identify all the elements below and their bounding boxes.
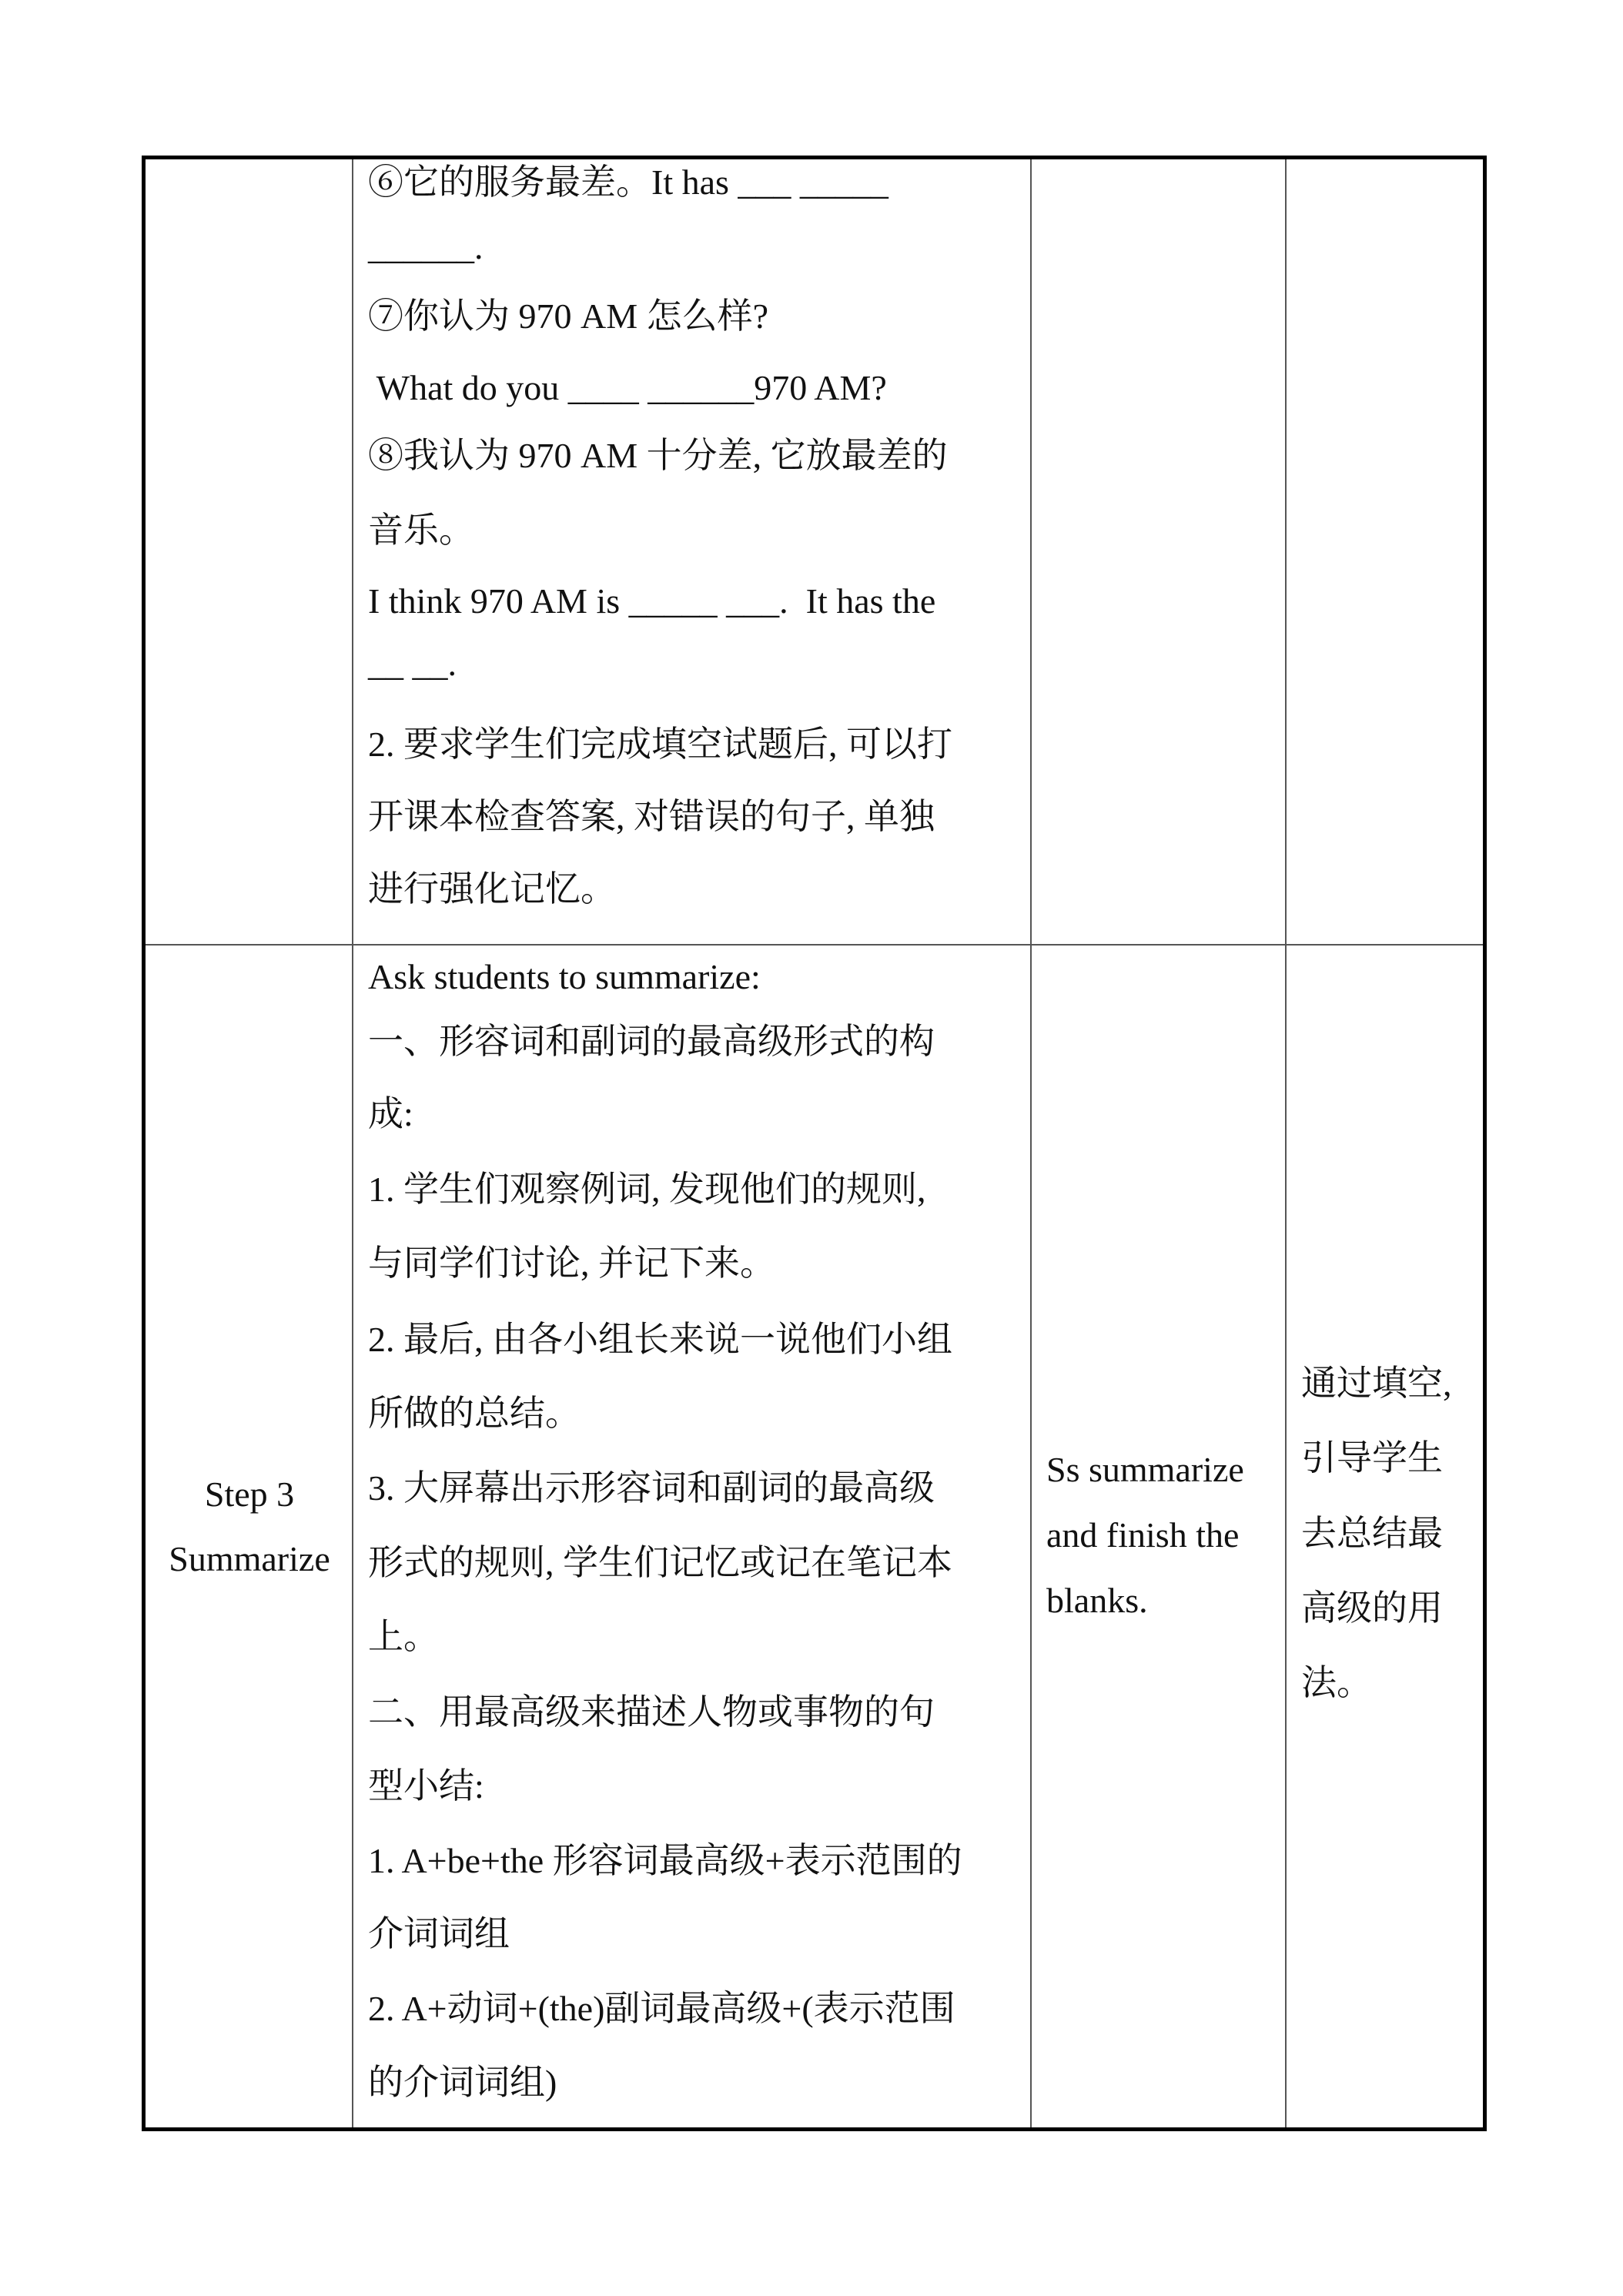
text-line: ⑦你认为 970 AM 怎么样?: [368, 296, 769, 336]
text-line: 二、用最高级来描述人物或事物的句: [368, 1692, 935, 1732]
text-line: 去总结最: [1301, 1514, 1443, 1553]
text-line: 上。: [368, 1617, 439, 1656]
text-line: 进行强化记忆。: [368, 869, 616, 909]
row-divider: [146, 944, 1483, 946]
text-line: 所做的总结。: [368, 1394, 581, 1433]
text-line: Ask students to summarize:: [368, 957, 761, 996]
text-line: 2. 最后, 由各小组长来说一说他们小组: [368, 1320, 952, 1359]
text-line: 开课本检查答案, 对错误的句子, 单独: [368, 797, 935, 836]
text-line: ______.: [368, 227, 484, 266]
text-line: 通过填空,: [1301, 1364, 1452, 1403]
column-divider-3: [1285, 159, 1287, 2127]
text-line: 2. A+动词+(the)副词最高级+(表示范围: [368, 1989, 955, 2028]
column-divider-1: [352, 159, 353, 2127]
text-line: 的介词词组): [368, 2063, 557, 2102]
text-line: 型小结:: [368, 1766, 484, 1806]
text-line: 音乐。: [368, 510, 474, 550]
step-number: Step 3: [204, 1474, 295, 1514]
text-line: What do you ____ ______970 AM?: [368, 368, 887, 407]
text-line: ⑧我认为 970 AM 十分差, 它放最差的: [368, 436, 948, 475]
text-line: __ __.: [368, 644, 457, 683]
text-line: 1. 学生们观察例词, 发现他们的规则,: [368, 1170, 926, 1209]
text-line: 引导学生: [1301, 1438, 1443, 1478]
text-line: 一、形容词和副词的最高级形式的构: [368, 1022, 935, 1061]
text-line: and finish the: [1046, 1515, 1240, 1555]
text-line: 法。: [1301, 1663, 1372, 1702]
column-divider-2: [1030, 159, 1032, 2127]
lesson-plan-table: [142, 156, 1487, 2131]
step-title: Summarize: [169, 1539, 330, 1578]
text-line: I think 970 AM is _____ ___. It has the: [368, 581, 936, 621]
text-line: ⑥它的服务最差。It has ___ _____: [368, 162, 888, 202]
text-line: Ss summarize: [1046, 1450, 1244, 1489]
text-line: 与同学们讨论, 并记下来。: [368, 1243, 775, 1283]
text-line: 2. 要求学生们完成填空试题后, 可以打: [368, 725, 952, 764]
text-line: 高级的用: [1301, 1588, 1443, 1628]
text-line: 形式的规则, 学生们记忆或记在笔记本: [368, 1543, 952, 1582]
text-line: blanks.: [1046, 1581, 1148, 1620]
text-line: 3. 大屏幕出示形容词和副词的最高级: [368, 1468, 935, 1508]
text-line: 介词词组: [368, 1914, 510, 1953]
text-line: 1. A+be+the 形容词最高级+表示范围的: [368, 1841, 962, 1880]
text-line: 成:: [368, 1094, 413, 1133]
